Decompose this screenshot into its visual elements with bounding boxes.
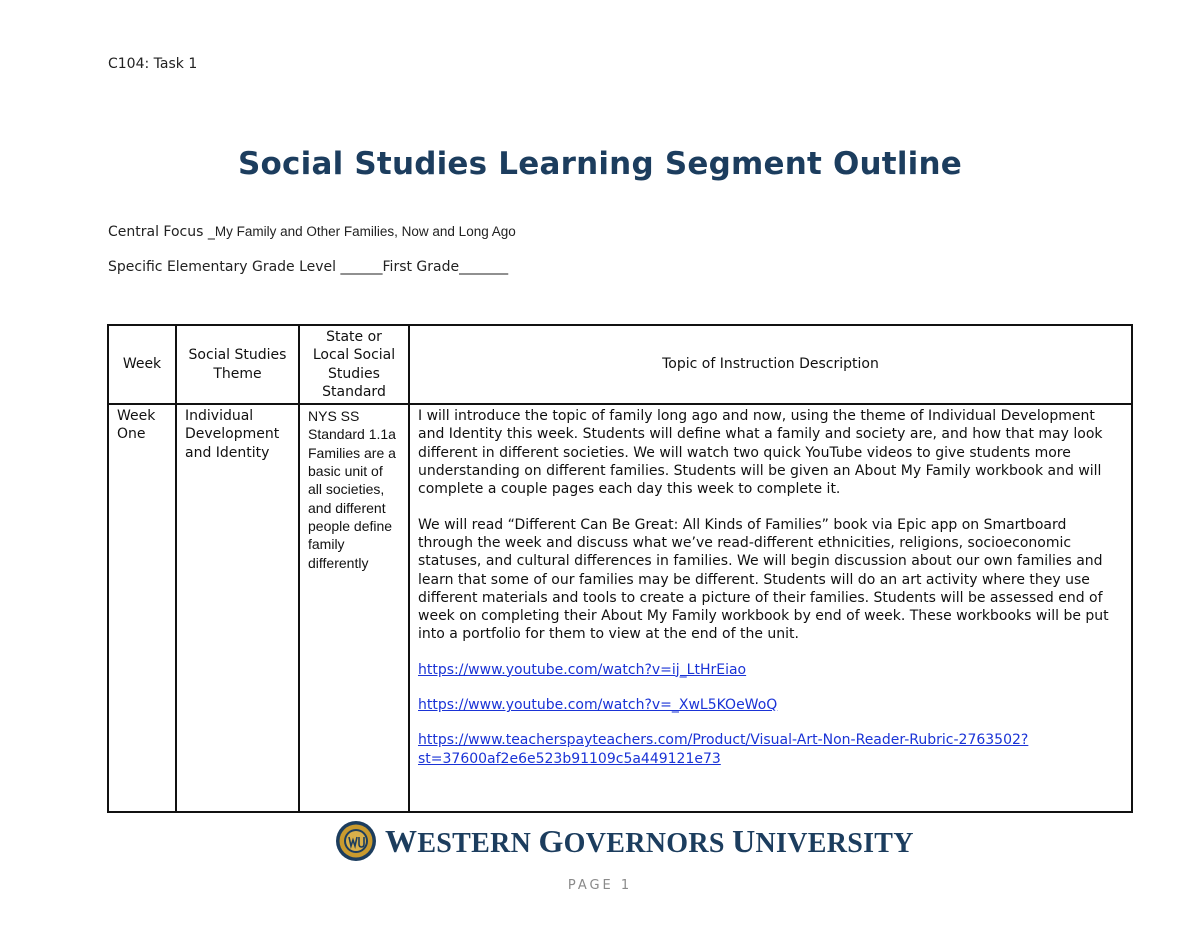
table-row (108, 404, 1132, 812)
table-header-row (108, 325, 1132, 404)
central-focus-line (108, 224, 516, 240)
page-number: PAGE 1 (567, 878, 633, 893)
grade-level-line (108, 259, 508, 275)
grade-level-trail: _______ (459, 259, 509, 275)
grade-level-label: Specific Elementary Grade Level ______ (108, 259, 383, 275)
column-header-week: Week (108, 325, 176, 404)
description-paragraph-1: I will introduce the topic of family long ago and now, using the theme of Individual Development and Identity this week. Students will define what a family and society are, and how that may look different in different societies. We will watch two quick YouTube videos to give students more understanding on different families. Students will be given an About My Family workbook and will complete a couple pages each day this week to complete it. (418, 408, 1103, 498)
week-cell: Week One (108, 404, 176, 812)
description-paragraph-2: We will read “Different Can Be Great: All Kinds of Families” book via Epic app on Smartboard through the week and discuss what we’ve read-different ethnicities, religions, socioeconomic statuses, and cultural differences in families. We will begin discussion about our own families and learn that some of our families may be different. Students will do an art activity where they use different materials and tools to create a picture of their families. Students will be assessed end of week on completing their About My Family workbook by end of week. These workbooks will be put into a portfolio for them to view at the end of the unit. (418, 516, 1109, 643)
central-focus-value: My Family and Other Families, Now and Long Ago (214, 224, 516, 239)
teacherspayteachers-link[interactable]: https://www.teacherspayteachers.com/Product/Visual-Art-Non-Reader-Rubric-2763502?st=37600af2e6e523b91109c5a449121e73 (418, 732, 1029, 767)
column-header-standard: State or Local Social Studies Standard (299, 325, 409, 404)
standard-cell: NYS SS Standard 1.1a Families are a basic unit of all societies, and different people define family differently (299, 404, 409, 812)
central-focus-label: Central Focus _ (108, 224, 215, 240)
column-header-topic: Topic of Instruction Description (409, 325, 1132, 404)
wgu-wordmark: WESTERN GOVERNORS UNIVERSITY (385, 822, 914, 859)
youtube-link-2[interactable]: https://www.youtube.com/watch?v=_XwL5KOeWoQ (418, 697, 778, 714)
theme-cell: Individual Development and Identity (176, 404, 299, 812)
wgu-seal-icon (335, 820, 377, 862)
page-title: Social Studies Learning Segment Outline (238, 146, 962, 182)
youtube-link-1[interactable]: https://www.youtube.com/watch?v=ij_LtHrEiao (418, 661, 747, 678)
learning-segment-table (107, 324, 1133, 813)
grade-level-value: First Grade (382, 259, 460, 275)
column-header-theme: Social Studies Theme (176, 325, 299, 404)
wgu-logo (335, 818, 914, 864)
document-header-label: C104: Task 1 (108, 56, 198, 72)
topic-description-cell (409, 404, 1132, 812)
